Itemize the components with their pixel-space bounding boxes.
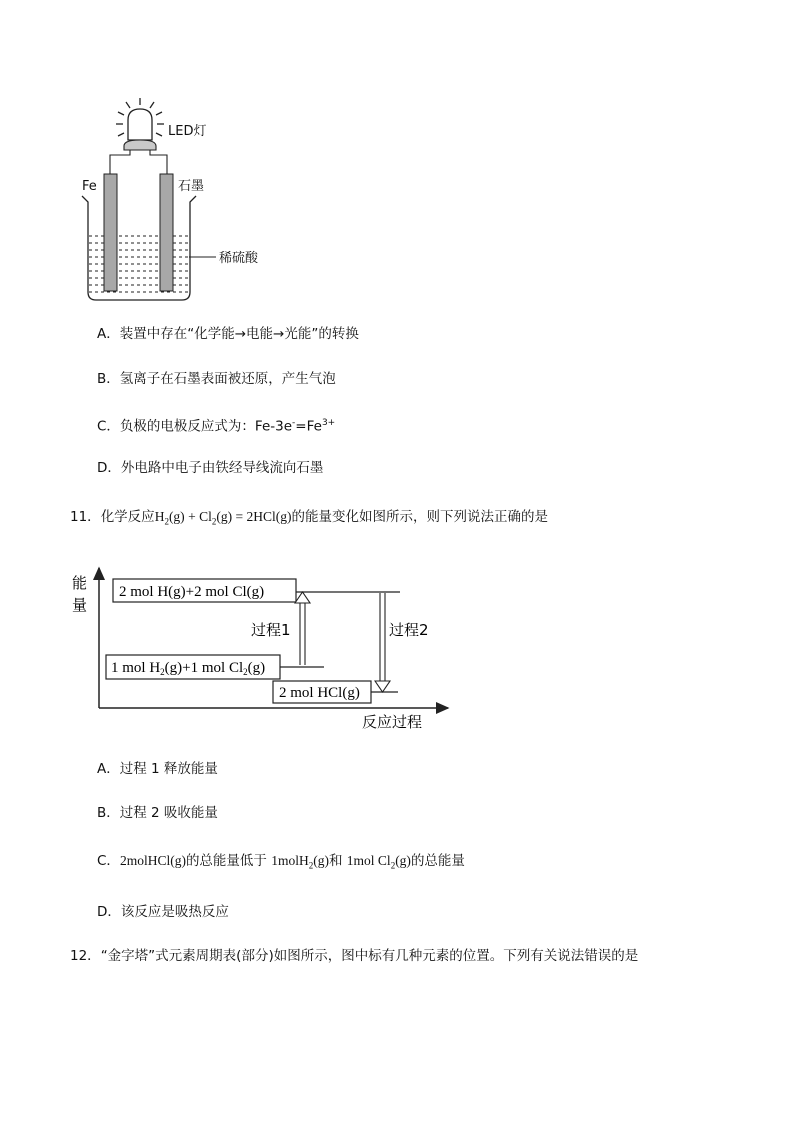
q10-option-b bbox=[97, 370, 336, 388]
y-axis-label-2: 量 bbox=[72, 596, 88, 614]
option-text-3: 的总能量 bbox=[410, 853, 465, 869]
question-text: “金字塔”式元素周期表(部分)如图所示，图中标有几种元素的位置。下列有关说法错误的是 bbox=[100, 948, 639, 964]
option-text: 装置中存在“化学能→电能→光能”的转换 bbox=[119, 326, 359, 342]
question-number: 11． bbox=[70, 509, 101, 525]
process-2-arrow bbox=[375, 593, 390, 692]
option-letter: C． bbox=[97, 418, 120, 435]
process-1-label: 过程1 bbox=[251, 621, 291, 639]
graphite-label: 石墨 bbox=[178, 179, 205, 194]
q11-option-b bbox=[97, 804, 218, 822]
question-number: 12． bbox=[70, 948, 101, 964]
option-text: 外电路中电子由铁经导线流向石墨 bbox=[120, 460, 324, 476]
fe-label: Fe bbox=[82, 179, 97, 194]
q10-option-d bbox=[97, 459, 323, 477]
option-text: 氢离子在石墨表面被还原，产生气泡 bbox=[119, 371, 336, 387]
question-12 bbox=[70, 947, 638, 965]
option-formula-3: 1mol $Cl_2(g)$ bbox=[346, 853, 411, 871]
box-mid-text: 1 mol $H_2(g)+1$ mol $Cl_2(g)$ bbox=[111, 660, 266, 677]
question-text-suffix: 的能量变化如图所示，则下列说法正确的是 bbox=[291, 509, 548, 525]
led-base bbox=[124, 140, 156, 150]
option-text-2: 和 bbox=[329, 853, 347, 869]
q11-option-a bbox=[97, 760, 218, 778]
question-11 bbox=[70, 508, 548, 531]
option-letter: C． bbox=[97, 853, 120, 869]
fe-electrode bbox=[104, 174, 117, 291]
option-formula-2: 1molH$_2$(g) bbox=[271, 853, 329, 871]
option-letter: D． bbox=[97, 460, 121, 476]
option-text: 过程 1 释放能量 bbox=[119, 761, 218, 777]
y-axis-label-1: 能 bbox=[72, 574, 88, 592]
option-letter: B． bbox=[97, 371, 120, 387]
box-top-text: 2 mol H(g)+2 mol Cl(g) bbox=[119, 584, 265, 600]
beaker bbox=[82, 196, 196, 300]
wire-left bbox=[110, 150, 130, 174]
q10-option-a bbox=[97, 325, 359, 343]
option-text: 该反应是吸热反应 bbox=[120, 904, 229, 920]
x-axis-label: 反应过程 bbox=[362, 713, 423, 731]
q11-option-c bbox=[97, 852, 465, 875]
option-text: 过程 2 吸收能量 bbox=[119, 805, 218, 821]
process-2-label: 过程2 bbox=[389, 621, 429, 639]
energy-diagram bbox=[66, 560, 466, 735]
option-formula: 2molHCl(g) bbox=[119, 853, 186, 868]
option-text: 的总能量低于 bbox=[185, 853, 272, 869]
box-bottom-text: 2 mol HCl(g) bbox=[279, 685, 360, 701]
option-letter: D． bbox=[97, 904, 121, 920]
option-letter: A． bbox=[97, 326, 120, 342]
option-text: 负极的电极反应式为：Fe-3e bbox=[119, 418, 293, 435]
led-label: LED灯 bbox=[168, 124, 207, 139]
option-letter: B． bbox=[97, 805, 120, 821]
graphite-electrode bbox=[160, 174, 173, 291]
acid-label: 稀硫酸 bbox=[219, 251, 259, 266]
galvanic-cell-figure bbox=[78, 92, 298, 307]
ion-charge: 3+ bbox=[321, 418, 336, 428]
option-letter: A． bbox=[97, 761, 120, 777]
reaction-equation: $H_2(g) + Cl_2(g) = 2HCl(g)$ bbox=[154, 509, 292, 527]
option-text-mid: =Fe bbox=[295, 418, 322, 435]
q10-option-c bbox=[97, 414, 335, 436]
led-bulb bbox=[128, 109, 152, 140]
q11-option-d bbox=[97, 903, 229, 921]
electron-charge: - bbox=[292, 418, 296, 428]
process-1-arrow bbox=[295, 592, 310, 665]
wire-right bbox=[150, 150, 167, 174]
question-text: 化学反应 bbox=[100, 509, 155, 525]
